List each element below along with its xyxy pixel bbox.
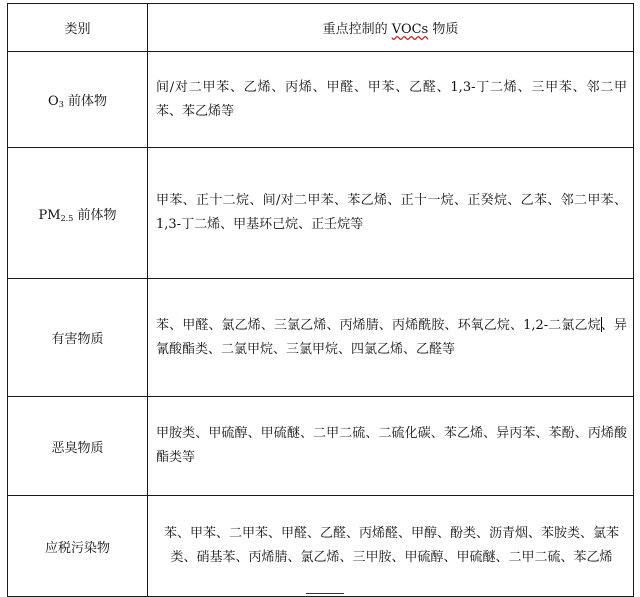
row-substances-pm25: 甲苯、正十二烷、间/对二甲苯、苯乙烯、正十一烷、正癸烷、乙苯、邻二甲苯、1,3-丁二烯、甲基环己烷、正壬烷等 xyxy=(148,148,634,279)
table-row xyxy=(8,52,634,148)
voc-table xyxy=(7,3,634,597)
category-rest: 前体物 xyxy=(63,94,107,109)
table-row xyxy=(8,279,634,397)
row-substances-o3: 间/对二甲苯、乙烯、丙烯、甲醛、甲苯、乙醛、1,3-丁二烯、三甲苯、邻二甲苯、苯乙烯等 xyxy=(148,52,634,148)
substances-part-b: 、异氰酸酯类、二氯甲烷、三氯甲烷、四氯乙烯、乙醛等 xyxy=(156,317,627,357)
row-substances-odor: 甲胺类、甲硫醇、甲硫醚、二甲二硫、二硫化碳、苯乙烯、异丙苯、苯酚、丙烯酸酯类等 xyxy=(148,397,634,496)
row-substances-harmful xyxy=(148,279,634,397)
header-substances-suffix: 物质 xyxy=(428,22,459,37)
category-subscript: 2.5 xyxy=(60,213,74,223)
table-row xyxy=(8,496,634,597)
row-substances-taxable: 苯、甲苯、二甲苯、甲醛、乙醛、丙烯醛、甲醇、酚类、沥青烟、苯胺类、氯苯类、硝基苯、丙烯腈、氯乙烯、三甲胺、甲硫醇、甲硫醚、二甲二硫、苯乙烯 xyxy=(148,496,634,597)
category-rest: 前体物 xyxy=(73,207,117,223)
page-edge-mark xyxy=(306,593,344,597)
row-category-odor: 恶臭物质 xyxy=(8,397,148,496)
row-category-o3 xyxy=(8,52,148,148)
header-substances-prefix: 重点控制的 xyxy=(322,22,392,37)
table-row xyxy=(8,148,634,279)
category-main: O xyxy=(48,94,59,109)
category-subscript: 3 xyxy=(58,100,64,109)
row-category-taxable: 应税污染物 xyxy=(8,496,148,597)
table-row xyxy=(8,397,634,496)
row-category-harmful: 有害物质 xyxy=(8,279,148,397)
table-header-row xyxy=(8,4,634,52)
row-category-pm25 xyxy=(8,148,148,279)
substances-part-a: 苯、甲醛、氯乙烯、三氯乙烯、丙烯腈、丙烯酰胺、环氧乙烷、1,2-二氯乙烷 xyxy=(156,317,601,333)
category-main: PM xyxy=(38,207,61,223)
header-category: 类别 xyxy=(8,4,148,52)
header-substances-voc: VOCs xyxy=(391,22,429,37)
header-substances xyxy=(148,4,634,52)
